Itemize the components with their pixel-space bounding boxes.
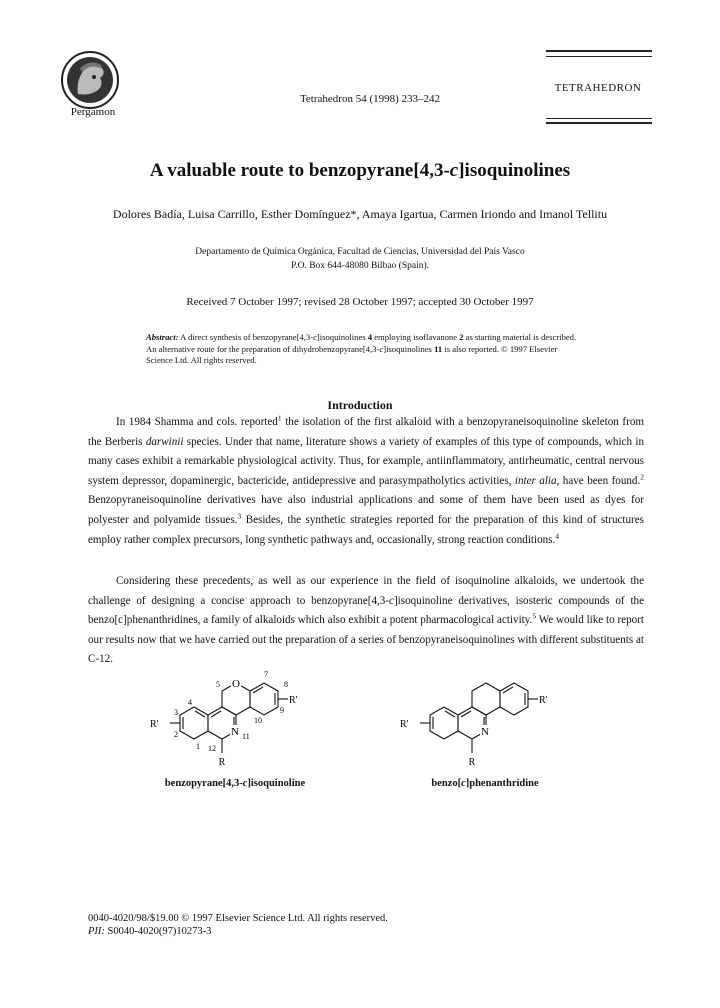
copyright-line: 0040-4020/98/$19.00 © 1997 Elsevier Science Ltd. All rights reserved. xyxy=(88,913,388,924)
header-rule-top-thin xyxy=(546,56,652,57)
substituent-label: R' xyxy=(400,719,409,730)
received-dates: Received 7 October 1997; revised 28 October 1997; accepted 30 October 1997 xyxy=(186,296,534,308)
atom-number: 5 xyxy=(216,680,220,689)
affiliation xyxy=(60,245,660,273)
publisher-logo-emblem xyxy=(60,50,120,110)
atom-number: 9 xyxy=(280,706,284,715)
affiliation-line: Departamento de Química Orgánica, Facultad de Ciencias, Universidad del País Vasco xyxy=(195,247,525,257)
copyright-footer xyxy=(88,912,588,938)
atom-number: 7 xyxy=(264,670,268,679)
structure-caption: benzopyrane[4,3-c]isoquinoline xyxy=(164,778,306,789)
article-title: A valuable route to benzopyrane[4,3-c]isoquinolines xyxy=(149,160,571,181)
benzophenanthridine-structure xyxy=(400,665,570,775)
abstract-label: Abstract: xyxy=(146,332,179,342)
citation-ref[interactable]: 5 xyxy=(532,611,537,621)
publisher-name: Pergamon xyxy=(70,106,116,118)
atom-number: 2 xyxy=(174,730,178,739)
citation-ref[interactable]: 2 xyxy=(640,472,644,482)
affiliation-line: P.O. Box 644-48080 Bilbao (Spain). xyxy=(290,261,429,271)
paragraph: Considering these precedents, as well as our experience in the field of isoquinoline alkaloids, we undertook the challenge of designing a concise approach to benzopyrane[4,3-c]isoquinoline derivatives, isosteric compounds of the benzo[c]phenanthridines, a family of alkaloids which also exhibit a potent pharmacological activity.$^5$ We would like to report our results now that we have carried out the preparation of a series of benzopyraneisoquinolines with different substituents at C-12. xyxy=(88,575,644,666)
substituent-label: R' xyxy=(539,695,548,706)
header-rule-bottom-thin xyxy=(546,118,652,119)
atom-number: 4 xyxy=(188,698,192,707)
structure-caption: benzo[c]phenanthridine xyxy=(431,778,539,789)
journal-citation: Tetrahedron 54 (1998) 233–242 xyxy=(299,93,441,105)
oxygen-atom-label: O xyxy=(232,678,240,690)
atom-number: 8 xyxy=(284,680,288,689)
author-list: Dolores Badía, Luisa Carrillo, Esther Domínguez*, Amaya Igartua, Carmen Iriondo and Imanol Tellitu xyxy=(112,207,608,221)
pii-line: PII: S0040-4020(97)10273-3 xyxy=(88,926,212,937)
citation-ref[interactable]: 3 xyxy=(237,511,242,521)
header-rule-bottom xyxy=(546,122,652,124)
atom-number: 11 xyxy=(242,732,250,741)
citation-ref[interactable]: 1 xyxy=(277,413,282,423)
substituent-label: R xyxy=(468,757,476,768)
atom-number: 3 xyxy=(174,708,178,717)
journal-name: TETRAHEDRON xyxy=(554,82,642,94)
section-heading-introduction: Introduction xyxy=(327,398,393,412)
atom-number: 10 xyxy=(254,716,262,725)
header-rule-top xyxy=(546,50,652,52)
atom-number: 1 xyxy=(196,742,200,751)
substituent-label: R' xyxy=(289,695,298,706)
substituent-label: R' xyxy=(150,719,159,730)
substituent-label: R xyxy=(218,757,226,768)
paragraph: In 1984 Shamma and cols. reported$^1$ the isolation of the first alkaloid with a benzopyraneisoquinoline skeleton from the Berberis darwinii species. Under that name, literature shows a variety of examples of this type of compounds, which in many cases exhibit a remarkable physiological activity. Thus, for example, antiinflammatory, antirheumatic, central nervous system depressor, dopaminergic, bactericide, antidepressive and parasympatholytics activities, inter alia, have been found.$^2$ Benzopyraneisoquinoline derivatives have also industrial applications and some of them have been used as dyes for polyester and polyamide tissues.$^3$ Besides, the synthetic strategies reported for the preparation of this kind of structures employ rather complex precursors, long synthetic pathways and, occasionally, strong reaction conditions.$^4$ xyxy=(88,413,644,546)
atom-number: 12 xyxy=(208,744,216,753)
citation-ref[interactable]: 4 xyxy=(555,530,559,540)
nitrogen-atom-label: N xyxy=(231,726,239,738)
abstract: Abstract: A direct synthesis of benzopyrane[4,3-c]isoquinolines 4 employing isoflavanone 2 as starting material is described. An alternative route for the preparation of dihydrobenzopyrane[4,3-c]isoquinolines 11 is also reported. © 1997 Elsevier Science Ltd. All rights reserved. xyxy=(146,332,577,365)
nitrogen-atom-label: N xyxy=(481,726,489,738)
benzopyrane-isoquinoline-structure xyxy=(150,665,320,775)
